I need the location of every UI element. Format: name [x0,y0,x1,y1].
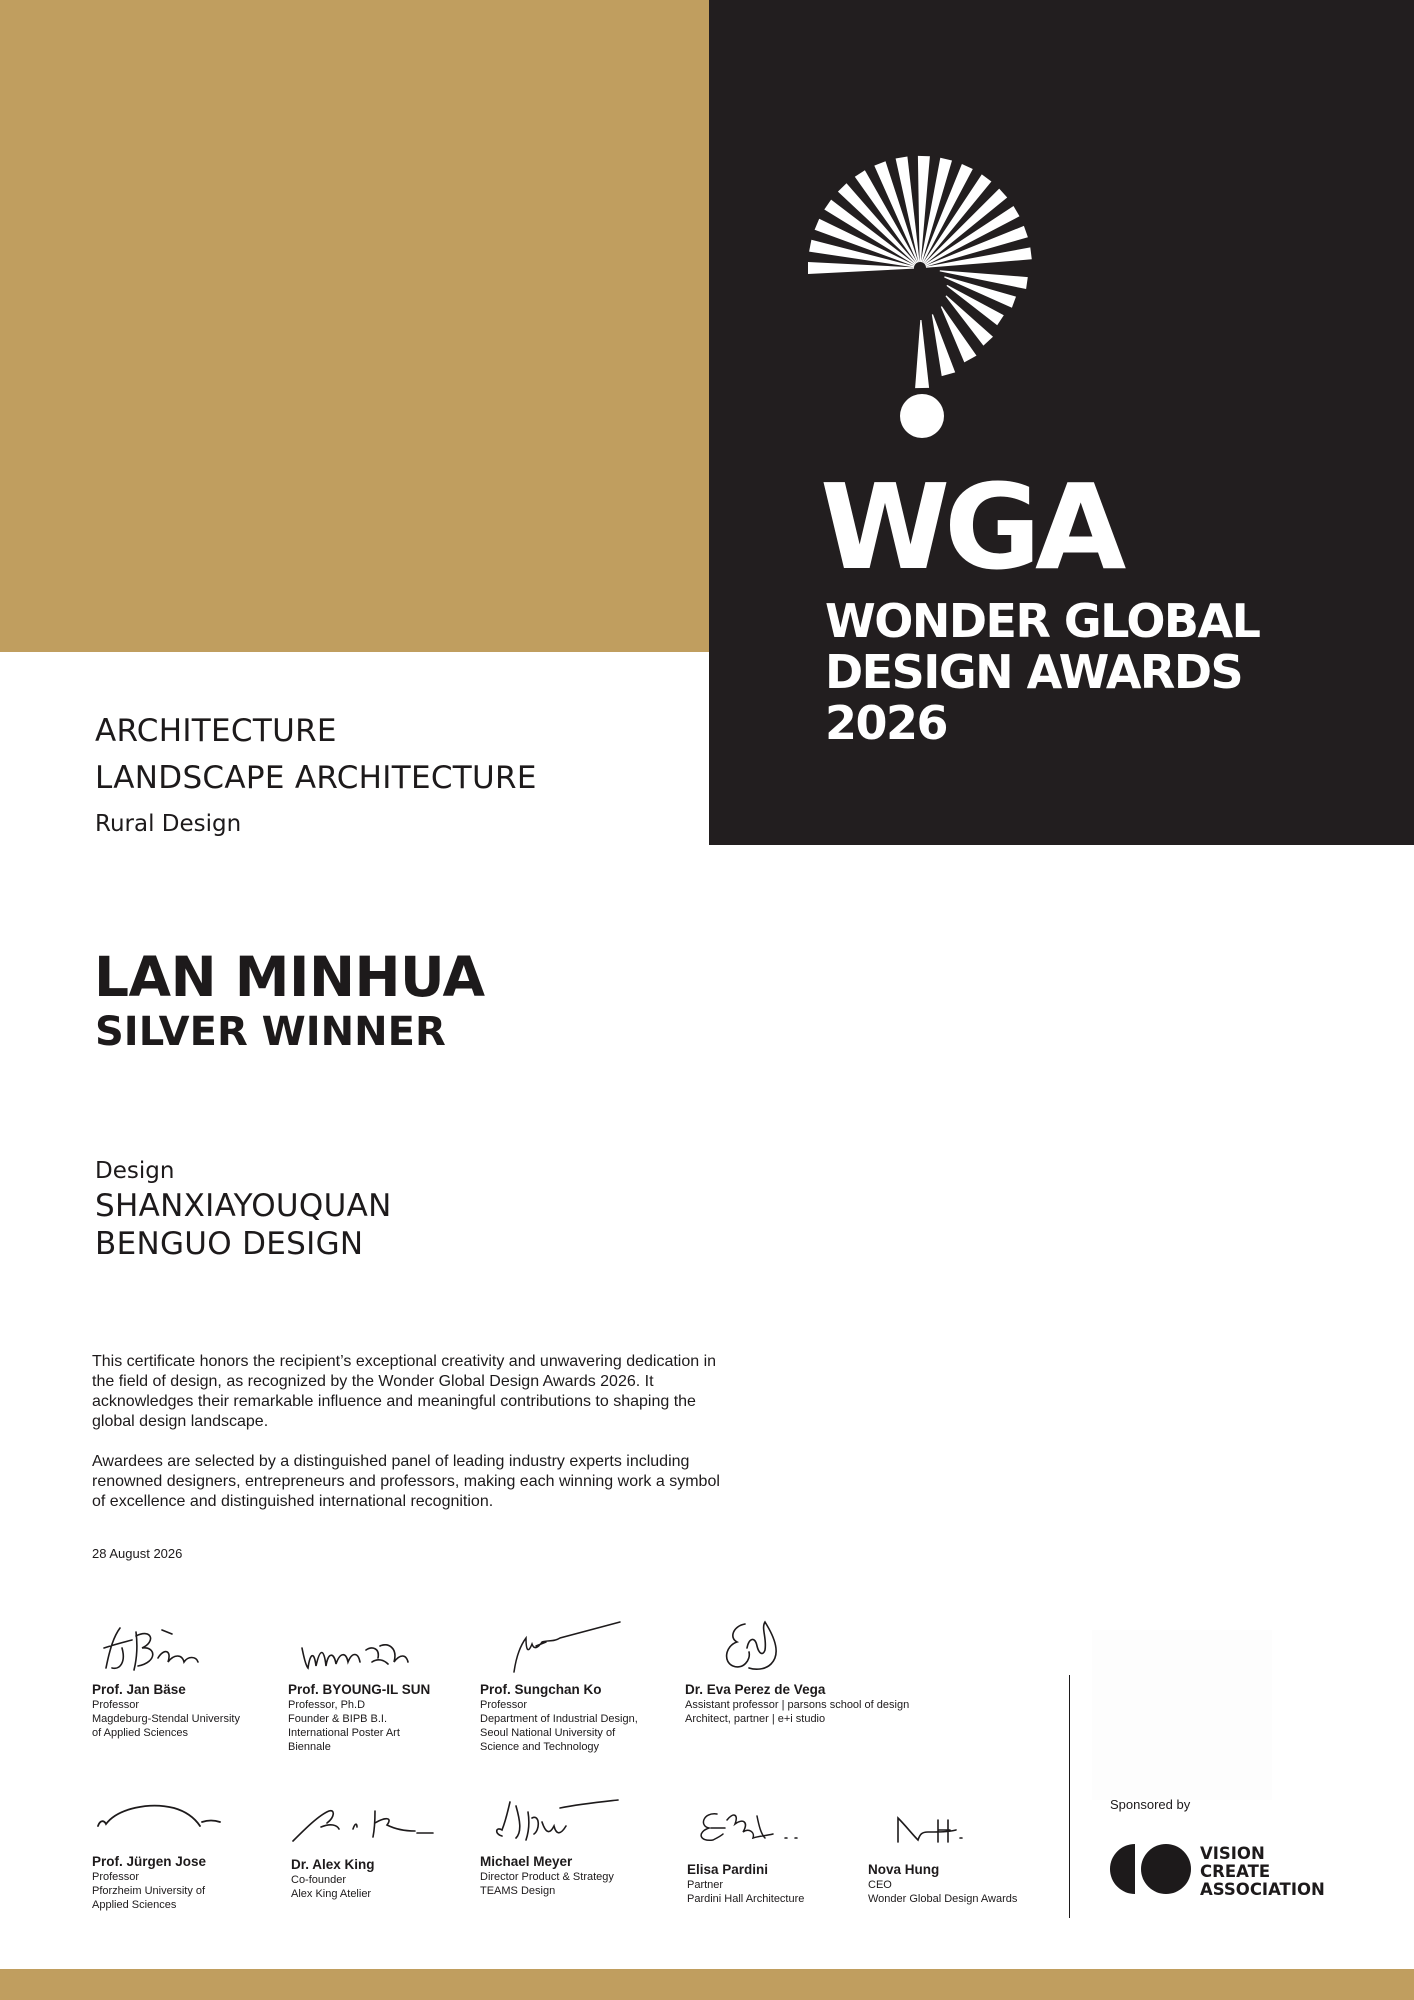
design-label: Design [95,1158,175,1184]
signer-affiliation: International Poster Art [288,1727,400,1739]
signer-affiliation: Pardini Hall Architecture [687,1893,805,1905]
gold-color-block [0,0,709,652]
handwritten-signature [92,1618,242,1678]
signer-block [480,1618,680,1754]
signer-block [480,1790,680,1898]
category-secondary: LANDSCAPE ARCHITECTURE [95,760,537,796]
signer-affiliation: Alex King Atelier [291,1888,372,1900]
signer-title: Partner [687,1879,724,1891]
signer-name: Elisa Pardini [687,1862,769,1877]
sponsor-name-line: VISION [1200,1844,1265,1863]
signer-block [685,1618,945,1726]
signer-block [868,1798,1058,1906]
sponsor-divider [1069,1675,1070,1918]
signer-affiliation: Biennale [288,1741,331,1753]
signer-block [291,1793,491,1901]
signer-affiliation: Science and Technology [480,1741,600,1753]
signer-name: Prof. BYOUNG-IL SUN [288,1682,431,1697]
body-paragraph: This certificate honors the recipient’s exceptional creativity and unwavering dedication in the field of design, as recognized by the Wonder Global Design Awards 2026. It acknowledges their remarkable influence and meaningful contributions to shaping the global design landscape. [92,1353,717,1430]
signer-name: Prof. Jürgen Jose [92,1854,207,1869]
signer-title: Professor [92,1871,140,1883]
signer-affiliation: TEAMS Design [480,1885,556,1897]
body-paragraph: Awardees are selected by a distinguished panel of leading industry experts including renowned designers, entrepreneurs and professors, making each winning work a symbol of excellence and distinguished international recognition. [92,1453,720,1510]
handwritten-signature [288,1618,438,1678]
sponsor-name-line: ASSOCIATION [1200,1880,1325,1899]
signer-affiliation: Pforzheim University of [92,1885,206,1897]
handwritten-signature [687,1798,837,1858]
handwritten-signature [92,1790,242,1850]
brand-name-line: DESIGN AWARDS [825,645,1243,699]
signer-affiliation: Department of Industrial Design, [480,1713,638,1725]
sponsor-name-line: CREATE [1200,1862,1271,1881]
brand-short-name: WGA [820,458,1121,596]
category-primary: ARCHITECTURE [95,713,337,749]
winner-award-level: SILVER WINNER [95,1009,446,1055]
sunburst-question-mark-icon [800,150,1040,450]
brand-full-name [825,596,1259,749]
signer-affiliation: Wonder Global Design Awards [868,1893,1018,1905]
signer-block [92,1790,292,1912]
sponsor-seal-area [1092,1630,1272,1800]
category-sub: Rural Design [95,811,242,837]
gold-bottom-band [0,1969,1414,2000]
signer-name: Prof. Sungchan Ko [480,1682,602,1697]
design-title-line: BENGUO DESIGN [95,1226,364,1262]
signer-title: Director Product & Strategy [480,1871,614,1883]
brand-year: 2026 [825,696,948,750]
signer-name: Dr. Eva Perez de Vega [685,1682,826,1697]
signer-affiliation: Magdeburg-Stendal University [92,1713,240,1725]
signer-affiliation: Seoul National University of [480,1727,616,1739]
signer-name: Nova Hung [868,1862,940,1877]
signer-title: CEO [868,1879,892,1891]
certificate-date: 28 August 2026 [92,1546,183,1561]
handwritten-signature [480,1790,630,1850]
logo-ray [915,320,929,388]
handwritten-signature [685,1618,835,1678]
handwritten-signature [868,1798,1018,1858]
signer-title: Professor [480,1699,528,1711]
winner-name: LAN MINHUA [94,945,485,1009]
signer-block [92,1618,292,1740]
signer-name: Dr. Alex King [291,1857,375,1872]
signer-title: Co-founder [291,1874,347,1886]
handwritten-signature [291,1793,441,1853]
sponsor-name [1200,1845,1325,1899]
signer-affiliation: Founder & BIPB B.I. [288,1713,388,1725]
brand-name-line: WONDER GLOBAL [825,594,1260,648]
signer-block [687,1798,887,1906]
sponsored-by-label: Sponsored by [1110,1797,1191,1812]
handwritten-signature [480,1618,630,1678]
signer-title: Assistant professor | parsons school of design [685,1699,910,1711]
signer-affiliation: of Applied Sciences [92,1727,189,1739]
signer-title: Professor [92,1699,140,1711]
signer-affiliation: Applied Sciences [92,1899,177,1911]
signer-name: Prof. Jan Bäse [92,1682,186,1697]
vision-create-association-logo [1108,1842,1198,1896]
design-title-line: SHANXIAYOUQUAN [95,1188,392,1224]
signer-title: Professor, Ph.D [288,1699,366,1711]
certificate-body-text [92,1352,732,1532]
award-categories [95,708,537,844]
design-info [95,1155,392,1263]
signer-affiliation: Architect, partner | e+i studio [685,1713,826,1725]
signer-name: Michael Meyer [480,1854,573,1869]
signer-block [288,1618,488,1754]
